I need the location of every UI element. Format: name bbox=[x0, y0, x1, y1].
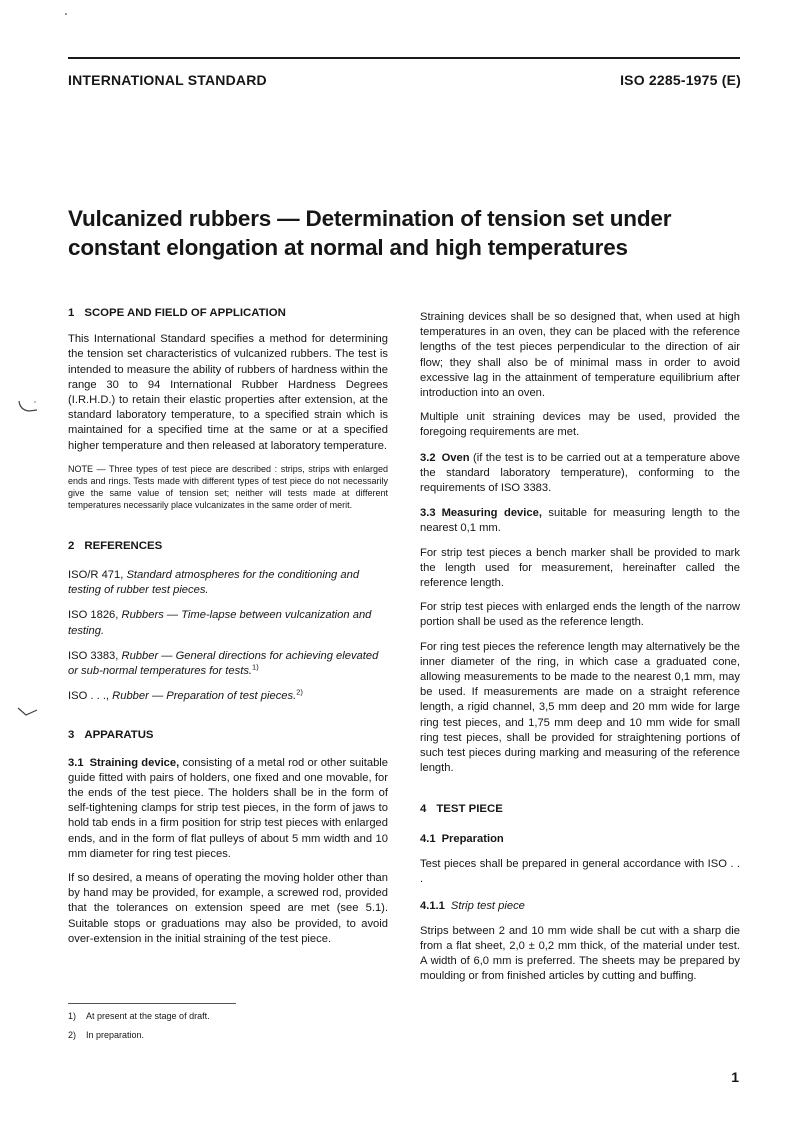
preparation-paragraph: Test pieces shall be prepared in general accordance with ISO . . . bbox=[420, 857, 740, 886]
measuring-device-paragraph-3: For strip test pieces with enlarged ends the length of the narrow portion shall be used as the reference length. bbox=[420, 601, 740, 629]
measuring-device-paragraph: 3.3 Measuring device, suitable for measuring length to the nearest 0,1 mm. bbox=[420, 507, 741, 535]
section-heading-apparatus: 3 APPARATUS bbox=[68, 729, 154, 742]
left-column bbox=[68, 306, 388, 947]
subsection-heading-preparation: 4.1 Preparation bbox=[420, 832, 504, 845]
scope-paragraph: This International Standard specifies a method for determining the tension set characteristics of vulcanized rubbers. The test is intended to measure the ability of rubbers of hardness within the range 30 to 94 International Rubber Hardness Degrees (I.R.H.D.) to retain their elastic properties after extension, at the standard laboratory temperature, to a specified strain which is maintained for a specified time at the same or at a specified higher temperature and then released at laboratory temperature. bbox=[68, 333, 388, 452]
measuring-device-paragraph-4: For ring test pieces the reference length may alternatively be the inner diameter of the ring, in which case a graduated cone, allowing measurements to be made to the nearest 0,1 mm, may be used. If measurements are made on a straight reference length, a rigid channel, 3,5 mm deep and 20 mm wide for large ring test pieces, and 1,75 mm deep and 10 mm wide for small ring test pieces, shall be provided for straightening portions of such test pieces during marking and measuring of the reference length. bbox=[420, 640, 740, 775]
reference-item: ISO . . ., Rubber — Preparation of test pieces.$^{2)}$ bbox=[68, 687, 303, 703]
document-title: Vulcanized rubbers — Determination of tension set under constant elongation at normal and high temperatures bbox=[68, 206, 672, 260]
straining-device-paragraph-3: Straining devices shall be so designed that, when used at high temperatures in an oven, they can be placed with the reference lengths of the test pieces perpendicular to the direction of air flow; they shall also be of minimal mass in order to avoid excessive lag in the attainment of temperature equilibrium after introduction into an oven. bbox=[420, 311, 740, 400]
subsection-heading-strip-test-piece: 4.1.1 Strip test piece bbox=[420, 900, 525, 913]
margin-tick-mark bbox=[16, 704, 40, 720]
right-column bbox=[420, 306, 740, 984]
reference-item: ISO 1826, Rubbers — Time-lapse between vulcanization and testing. bbox=[68, 609, 372, 637]
section-heading-references: 2 REFERENCES bbox=[68, 539, 163, 552]
oven-paragraph: 3.2 Oven (if the test is to be carried out at a temperature above the standard laboratory temperature), conforming to the requirements of ISO 3383. bbox=[420, 451, 740, 495]
page-number: 1 bbox=[731, 1069, 739, 1085]
reference-item: ISO/R 471, Standard atmospheres for the conditioning and testing of rubber test pieces. bbox=[68, 569, 360, 597]
strip-test-piece-paragraph: Strips between 2 and 10 mm wide shall be cut with a sharp die from a flat sheet, 2,0 ± 0,2 mm thick, of the material under test. A width of 6,0 mm is preferred. The sheets may be prepared by moulding or from finished articles by cutting and buffing. bbox=[420, 924, 740, 983]
reference-item: ISO 3383, Rubber — General directions for achieving elevated or sub-normal temperatures for tests.$^{1)}$ bbox=[68, 649, 379, 678]
footnote: 1) At present at the stage of draft. bbox=[68, 1011, 210, 1021]
footnote: 2) In preparation. bbox=[68, 1030, 145, 1040]
scan-speck bbox=[64, 12, 68, 16]
straining-device-paragraph-2: If so desired, a means of operating the moving holder other than by hand may be provided, for example, a screwed rod, provided that the tolerances on extension speed are met (see 5.1). Suitable stops or graduations may also be provided, to avoid over-extension in the initial straining of the test piece. bbox=[68, 872, 388, 945]
straining-device-paragraph: 3.1 Straining device, consisting of a metal rod or other suitable guide fitted with pairs of holders, one fixed and one movable, for the ends of the test piece. The holders shall be in the form of self-tightening clamps for strip test pieces, in the form of jaws to hold tab ends in a firm position for strip test pieces with enlarged ends, and in the form of flat pulleys of about 5 mm width and 10 mm diameter for ring test pieces. bbox=[68, 756, 389, 860]
document-type: INTERNATIONAL STANDARD bbox=[68, 72, 267, 88]
header-rule bbox=[68, 57, 740, 59]
margin-tick-mark bbox=[16, 399, 40, 415]
straining-device-paragraph-4: Multiple unit straining devices may be used, provided the foregoing requirements are met. bbox=[420, 411, 740, 439]
document-reference: ISO 2285-1975 (E) bbox=[620, 72, 741, 88]
scope-note: NOTE — Three types of test piece are described : strips, strips with enlarged ends and rings. Tests made with different types of test piece do not necessarily give the same value of tension set; neither will tests made at different temperatures necessarily place vulcanizates in the same order of merit. bbox=[68, 463, 388, 510]
section-heading-scope: 1 SCOPE AND FIELD OF APPLICATION bbox=[68, 307, 286, 319]
footnote-rule bbox=[68, 1003, 236, 1004]
measuring-device-paragraph-2: For strip test pieces a bench marker shall be provided to mark the length used for measurement, hereinafter called the reference length. bbox=[420, 546, 740, 590]
section-heading-test-piece: 4 TEST PIECE bbox=[420, 803, 503, 816]
